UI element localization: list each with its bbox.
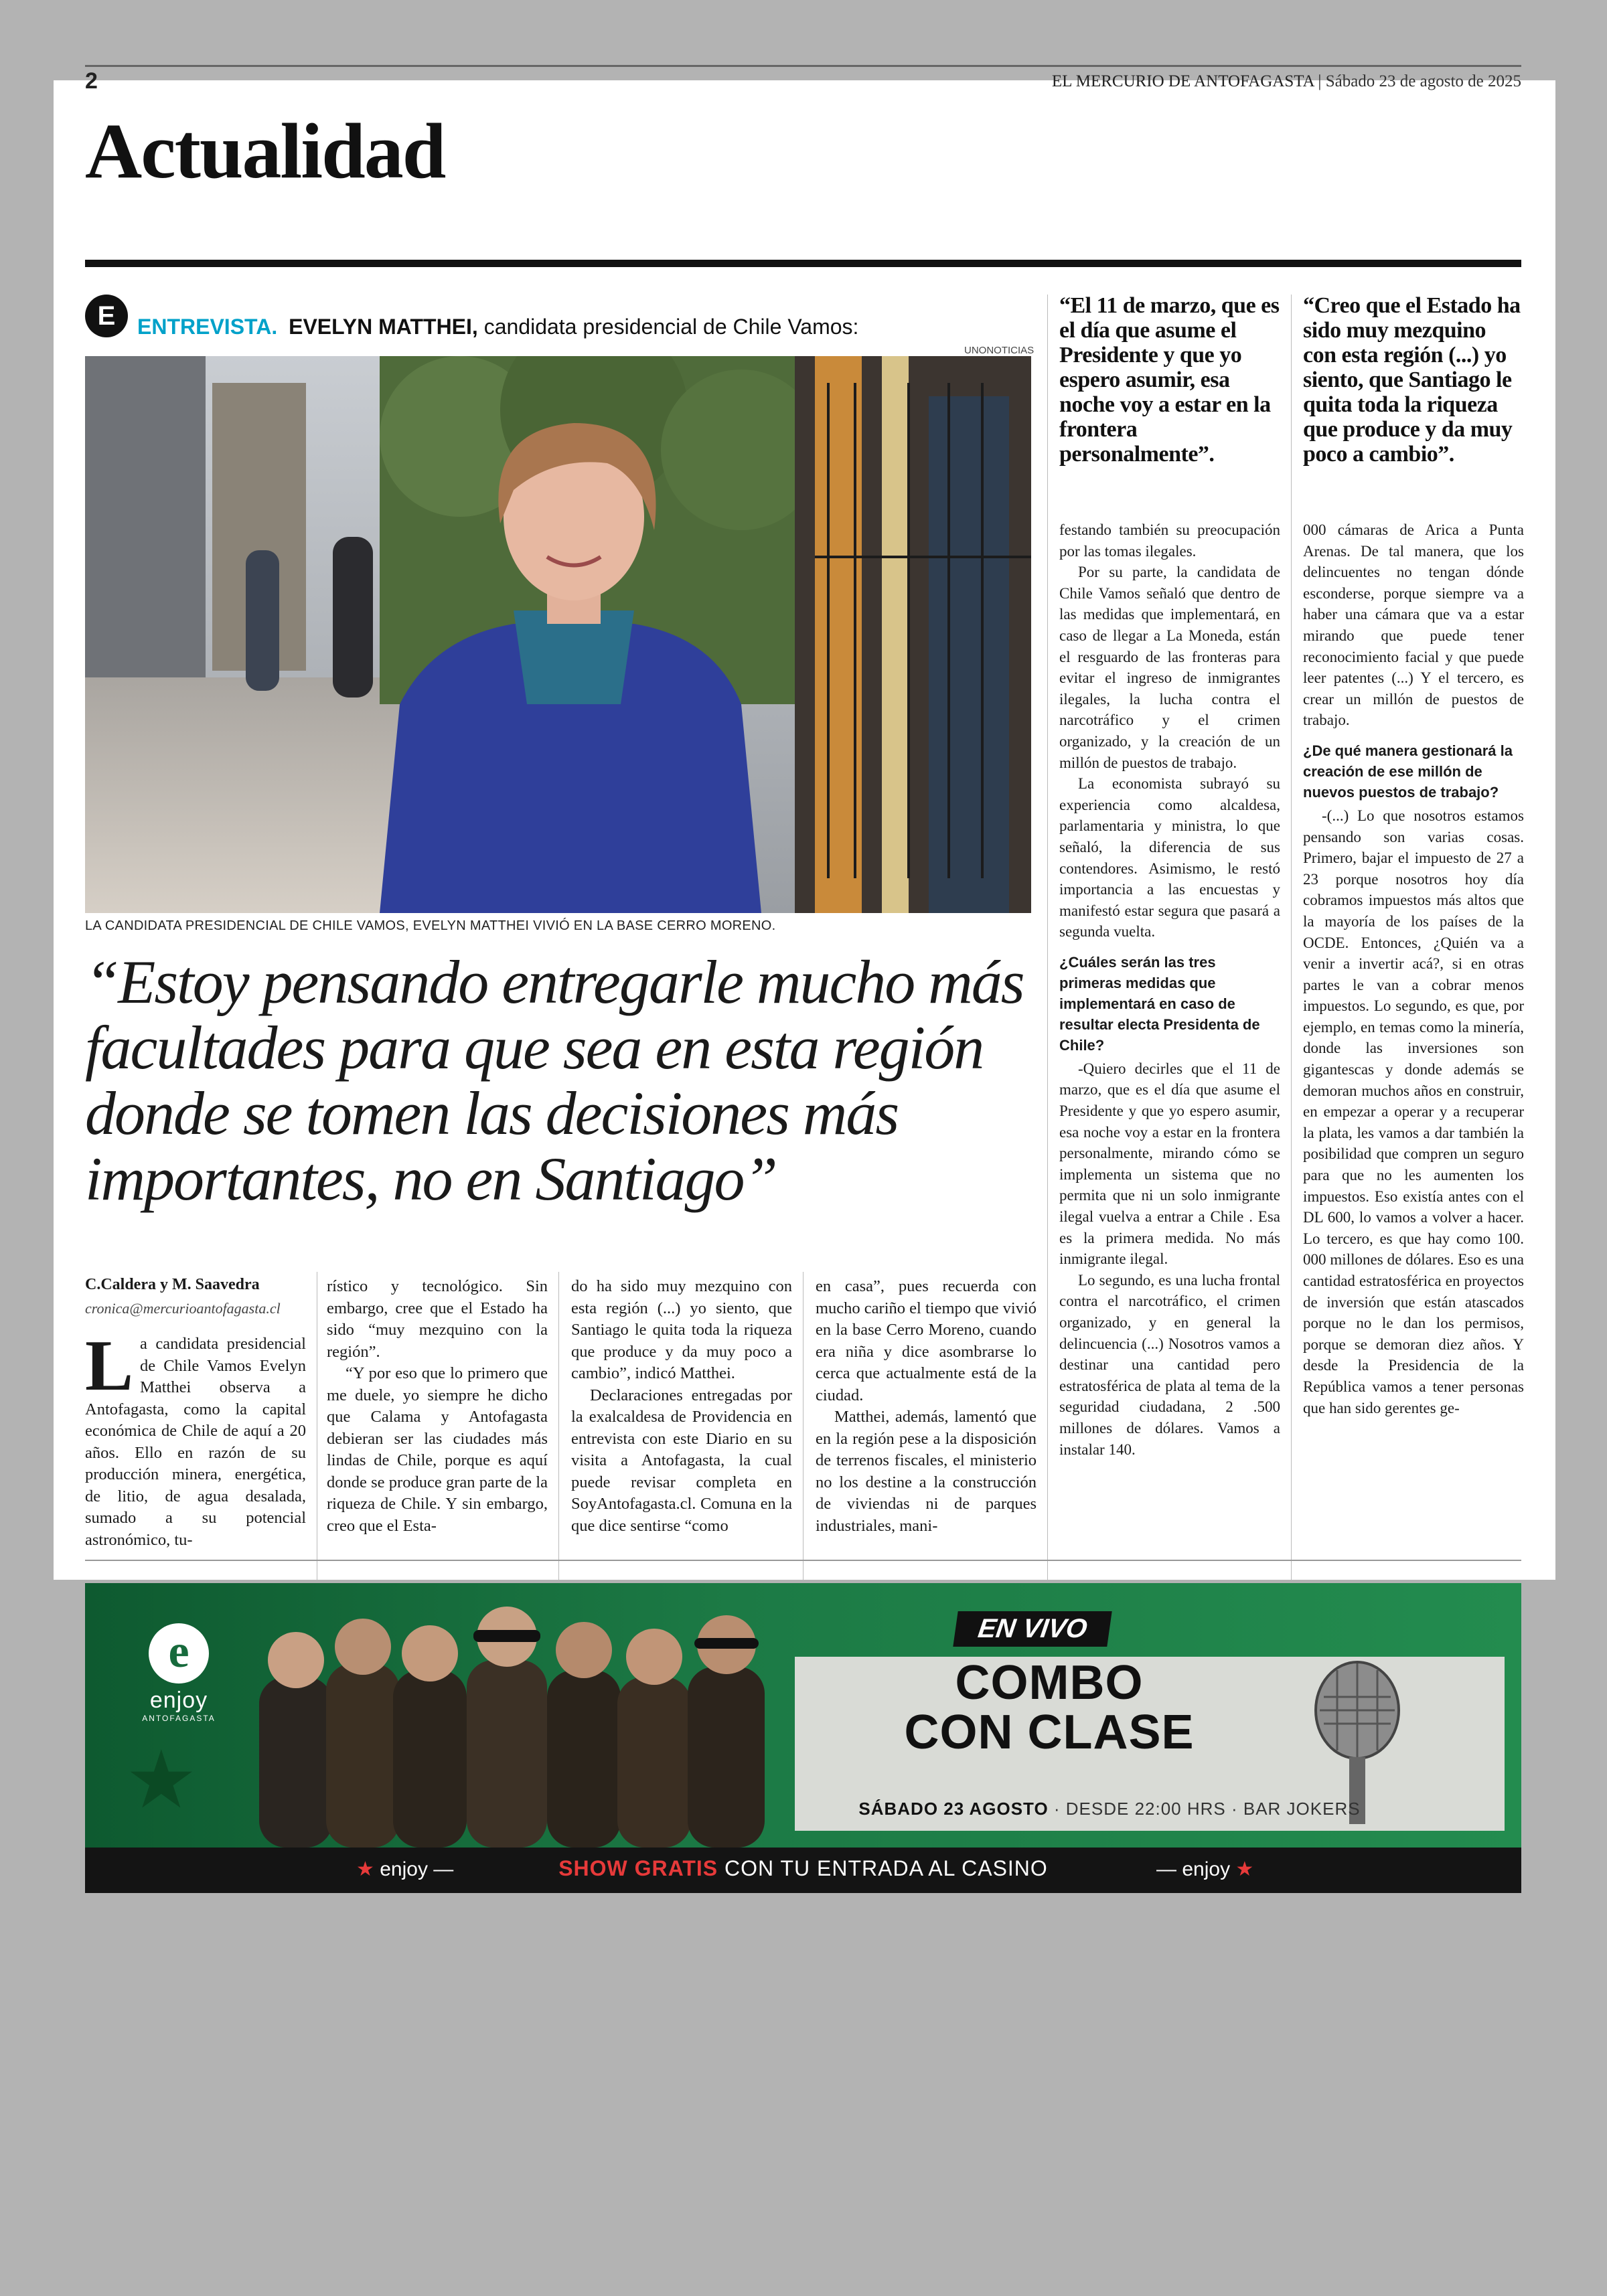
body-column-3 bbox=[571, 1276, 792, 1537]
strip-brand-text: enjoy bbox=[1182, 1858, 1231, 1880]
body-paragraph: -Quiero decirles que el 11 de marzo, que es el día que asume el Presidente y que yo espero asumir, esa noche voy a estar en la frontera personalmente, mirando cómo se implementa un sistema que no permita que ni un solo inmigrante ilegal vuelva a entrar a Chile . Esa es la primera medida. No más inmigrante ilegal. bbox=[1059, 1060, 1280, 1268]
body-paragraph: en casa”, pues recuerda con mucho cariño el tiempo que vivió en la base Cerro Moreno, cuando era niña y dice asombrarse lo cerca que actualmente está de la ciudad. bbox=[816, 1277, 1037, 1404]
body-column-4 bbox=[816, 1276, 1037, 1537]
red-star-icon: ★ bbox=[1235, 1858, 1254, 1880]
entrevista-badge-icon: E bbox=[85, 295, 128, 337]
column-rule bbox=[803, 1272, 804, 1580]
body-paragraph: “Y por eso que lo primero que me duele, yo siempre he dicho que Calama y Antofagasta debieran ser las ciudades más lindas de Chile, porque es aquí donde se produce gran parte de la riqueza de Chile. Y sin embargo, creo que el Esta- bbox=[327, 1364, 548, 1535]
strip-brand-left: ★ enjoy — bbox=[356, 1858, 454, 1880]
body-paragraph: Declaraciones entregadas por la exalcaldesa de Providencia en entrevista con este Diario en su visita a Antofagasta, la cual puede revisar completa en SoyAntofagasta.cl. Comuna en la que dice sentirse “como bbox=[571, 1386, 792, 1535]
star-icon: ★ bbox=[125, 1734, 198, 1827]
event-title bbox=[875, 1658, 1223, 1757]
body-paragraph: -(...) Lo que nosotros estamos pensando son varias cosas. Primero, bajar el impuesto de 27 a 23 porque nosotros hoy día cobramos impuestos más altos que la mayoría de los países de la OCDE. Entonces, ¿Quién va a venir a invertir acá?, si en otras partes le van a cobrar menos impuestos. Lo segundo, es que, por ejemplo, en temas como la minería, donde las inversiones son gigantescas y donde además se demoran muchos años en construir, en empezar a operar y a recuperar la plata, les vamos a dar también la posibilidad que compren un seguro para que no les aumenten los impuestos. Eso existía antes con el DL 600, lo vamos a volver a hacer. Lo tercero, es que hay como 100. 000 millones de dólares. Eso es una cantidad estratosférica en proyectos de inversión que están atascados porque no le dan los permisos, porque se demoran diez años. Y desde la Presidencia de la República vamos a tener personas que han sido gerentes ge- bbox=[1303, 807, 1524, 1416]
byline-email[interactable]: cronica@mercurioantofagasta.cl bbox=[85, 1300, 281, 1317]
event-date: SÁBADO 23 AGOSTO bbox=[858, 1799, 1049, 1819]
event-venue: BAR JOKERS bbox=[1243, 1799, 1361, 1819]
pull-quote-2: “Creo que el Estado ha sido muy mezquino con esta región (...) yo siento, que Santiago le quita toda la riqueza que produce y da muy poco a cambio”. bbox=[1303, 293, 1521, 467]
body-column-2 bbox=[327, 1276, 548, 1537]
strip-promo bbox=[85, 1856, 1521, 1881]
article-kicker bbox=[137, 315, 858, 339]
body-paragraph: Lo segundo, es una lucha frontal contra el narcotráfico, el crimen organizado, y en general la delincuencia (...) Nosotros vamos a destinar una cantidad pero estratosférica de plata al tema de la seguridad ciudadana, 2 .500 millones de dólares. Vamos a instalar 140. bbox=[1059, 1271, 1280, 1458]
dropcap: L bbox=[85, 1326, 134, 1406]
body-paragraph: rístico y tecnológico. Sin embargo, cree que el Estado ha sido “muy mezquino con la región”. bbox=[327, 1277, 548, 1361]
enjoy-e-icon: e bbox=[149, 1623, 209, 1684]
portrait-illustration bbox=[85, 356, 1031, 913]
body-paragraph: a candidata presidencial de Chile Vamos Evelyn Matthei observa a Antofagasta, como la capital económica de Chile de aquí a 20 años. Ello en razón de su producción minera, energética, de litio, de agua desalada, sumado a su potencial astronómico, tu- bbox=[85, 1335, 306, 1549]
body-paragraph: La economista subrayó su experiencia como alcaldesa, parlamentaria y ministra, lo que señaló, la diferencia de sus contendores. Asimismo, le restó importancia a las encuestas y manifestó estar segura que pasará a segunda vuelta. bbox=[1059, 775, 1280, 940]
enjoy-location: ANTOFAGASTA bbox=[142, 1714, 216, 1723]
body-paragraph: do ha sido muy mezquino con esta región (...) yo siento, que Santiago le quita toda la riqueza que produce y da muy poco a cambio”, indicó Matthei. bbox=[571, 1277, 792, 1382]
body-paragraph: festando también su preocupación por las tomas ilegales. bbox=[1059, 521, 1280, 560]
en-vivo-label: EN VIVO bbox=[953, 1611, 1112, 1647]
kicker-role: candidata presidencial de Chile Vamos: bbox=[483, 315, 859, 339]
event-time: DESDE 22:00 HRS bbox=[1065, 1799, 1226, 1819]
interview-question: ¿Cuáles serán las tres primeras medidas que implementará en caso de resultar electa Presidenta de Chile? bbox=[1059, 953, 1260, 1054]
photo-credit: UNONOTICIAS bbox=[964, 345, 1035, 356]
column-rule bbox=[1291, 295, 1292, 1580]
interview-question: ¿De qué manera gestionará la creación de ese millón de nuevos puestos de trabajo? bbox=[1303, 742, 1513, 801]
body-column-5 bbox=[1059, 519, 1280, 1460]
masthead bbox=[1052, 72, 1521, 91]
body-column-1 bbox=[85, 1326, 306, 1551]
strip-brand-text: enjoy bbox=[380, 1858, 428, 1880]
red-star-icon: ★ bbox=[356, 1858, 374, 1880]
enjoy-advertisement[interactable] bbox=[85, 1583, 1521, 1893]
strip-gratis: SHOW GRATIS bbox=[558, 1856, 718, 1880]
enjoy-logo bbox=[112, 1623, 246, 1723]
kicker-label: ENTREVISTA. bbox=[137, 315, 278, 339]
masthead-separator: | bbox=[1314, 72, 1326, 90]
strip-brand-right: — enjoy ★ bbox=[1156, 1858, 1254, 1880]
byline-authors: C.Caldera y M. Saavedra bbox=[85, 1276, 260, 1293]
pull-quote-1: “El 11 de marzo, que es el día que asume el Presidente y que yo espero asumir, esa noche voy a estar en la frontera personalmente”. bbox=[1059, 293, 1280, 467]
body-paragraph: Matthei, además, lamentó que en la región pese a la disposición de terrenos fiscales, el ministerio no los destine a la construcción de viviendas ni de parques industriales, mani- bbox=[816, 1408, 1037, 1535]
event-details: SÁBADO 23 AGOSTO · DESDE 22:00 HRS · BAR JOKERS bbox=[858, 1799, 1361, 1819]
event-title-line-1: COMBO bbox=[955, 1656, 1144, 1710]
body-column-6 bbox=[1303, 519, 1524, 1418]
event-title-line-2: CON CLASE bbox=[904, 1706, 1195, 1759]
page-number: 2 bbox=[85, 68, 98, 94]
strip-promo-text: CON TU ENTRADA AL CASINO bbox=[724, 1856, 1048, 1880]
body-paragraph: Por su parte, la candidata de Chile Vamos señaló que dentro de las medidas que implementará, en caso de llegar a La Moneda, están el resguardo de las fronteras para evitar el ingreso de inmigrantes ilegales, la lucha contra el narcotráfico y el crimen organizado, y la creación de un millón de puestos de trabajo. bbox=[1059, 564, 1280, 771]
top-rule bbox=[85, 65, 1521, 67]
body-paragraph: 000 cámaras de Arica a Punta Arenas. De tal manera, que los delincuentes no tengan dónde esconderse, porque siempre va a haber una cámara que va a estar mirando que puede tener reconocimiento facial y que puede leer patentes (...) Y el tercero, es crear un millón de puestos de trabajo. bbox=[1303, 521, 1524, 729]
bottom-rule bbox=[85, 1560, 1521, 1561]
paper-name: EL MERCURIO DE ANTOFAGASTA bbox=[1051, 72, 1314, 90]
issue-date: Sábado 23 de agosto de 2025 bbox=[1325, 72, 1521, 90]
article-headline: “Estoy pensando entregarle mucho más facultades para que sea en esta región donde se tomen las decisiones más importantes, no en Santiago” bbox=[85, 948, 1024, 1213]
kicker-name: EVELYN MATTHEI, bbox=[289, 315, 478, 339]
enjoy-brand: enjoy bbox=[149, 1688, 208, 1713]
section-title: Actualidad bbox=[85, 107, 445, 195]
section-rule bbox=[85, 260, 1521, 267]
article-photo bbox=[85, 356, 1031, 913]
column-rule bbox=[558, 1272, 559, 1580]
band-photo bbox=[252, 1596, 801, 1848]
column-rule bbox=[1047, 295, 1048, 1580]
photo-caption: LA CANDIDATA PRESIDENCIAL DE CHILE VAMOS, EVELYN MATTHEI VIVIÓ EN LA BASE CERRO MORENO. bbox=[85, 918, 776, 933]
